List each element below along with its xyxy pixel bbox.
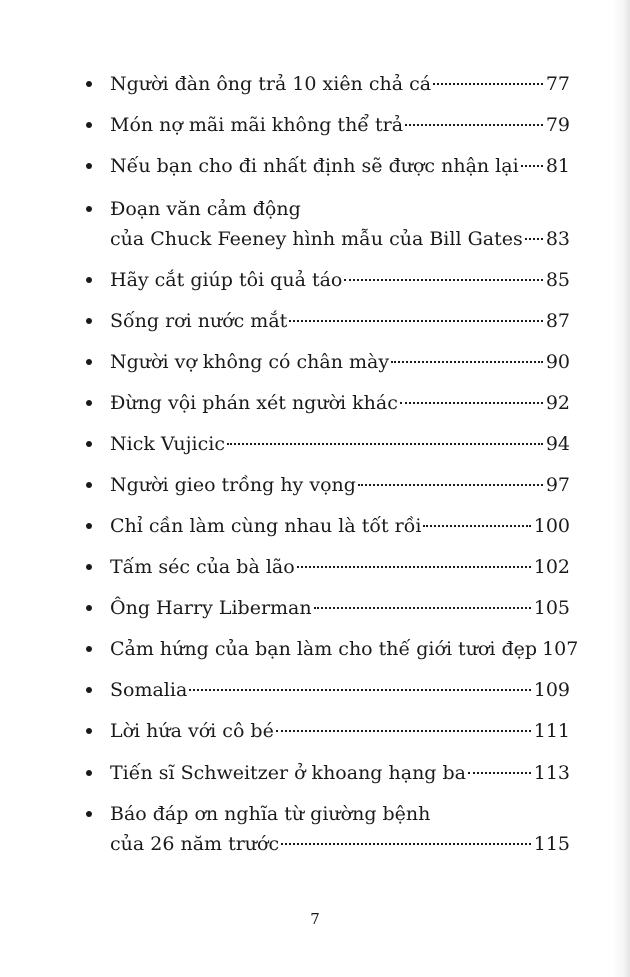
toc-page-number: 83 <box>545 228 570 250</box>
dot-leader <box>344 279 542 281</box>
bullet-icon <box>86 206 92 212</box>
dot-leader <box>227 443 543 445</box>
bullet-icon <box>86 400 92 406</box>
toc-title: Sống rơi nước mắt <box>110 310 288 332</box>
toc-line <box>110 758 570 788</box>
toc-line <box>110 388 570 418</box>
toc-page-number: 113 <box>533 762 570 784</box>
dot-leader <box>276 730 531 732</box>
toc-page-number: 85 <box>545 269 570 291</box>
toc-line <box>110 69 570 99</box>
bullet-icon <box>86 646 92 652</box>
dot-leader <box>525 238 543 240</box>
toc-title: Nếu bạn cho đi nhất định sẽ được nhận lại <box>110 155 519 177</box>
bullet-icon <box>86 811 92 817</box>
toc-title: của 26 năm trước <box>110 833 280 855</box>
bullet-icon <box>86 523 92 529</box>
toc-line <box>110 675 570 705</box>
toc-title: của Chuck Feeney hình mẫu của Bill Gates <box>110 228 523 250</box>
toc-page-number: 92 <box>545 392 570 414</box>
toc-page-number: 94 <box>545 433 570 455</box>
bullet-icon <box>86 687 92 693</box>
bullet-icon <box>86 605 92 611</box>
toc-line <box>110 593 570 623</box>
toc-page-number: 102 <box>533 556 570 578</box>
toc-title: Somalia <box>110 679 188 701</box>
toc-page-number: 111 <box>533 720 570 742</box>
bullet-icon <box>86 728 92 734</box>
dot-leader <box>289 320 543 322</box>
page-edge-shadow <box>612 0 630 977</box>
dot-leader <box>423 525 530 527</box>
toc-title: Nick Vujicic <box>110 433 225 455</box>
bullet-icon <box>86 359 92 365</box>
toc-line <box>110 829 570 859</box>
toc-page-number: 79 <box>545 114 570 136</box>
toc-title: Lời hứa với cô bé <box>110 720 274 742</box>
toc-page-number: 77 <box>545 73 570 95</box>
toc-line <box>110 470 570 500</box>
bullet-icon <box>86 564 92 570</box>
toc-title-line1: Đoạn văn cảm động <box>110 198 301 220</box>
toc-title: Tiến sĩ Schweitzer ở khoang hạng ba <box>110 762 466 784</box>
toc-line <box>110 552 570 582</box>
toc-title-line1: Báo đáp ơn nghĩa từ giường bệnh <box>110 803 431 825</box>
dot-leader <box>358 484 543 486</box>
toc-page-number: 115 <box>533 833 570 855</box>
toc-line <box>110 429 570 459</box>
dot-leader <box>189 689 530 691</box>
dot-leader <box>468 772 531 774</box>
toc-title: Hãy cắt giúp tôi quả táo <box>110 269 343 291</box>
toc-title: Cảm hứng của bạn làm cho thế giới tươi đẹp <box>110 638 538 660</box>
toc-title: Tấm séc của bà lão <box>110 556 295 578</box>
toc-line <box>110 151 570 181</box>
dot-leader <box>405 124 543 126</box>
dot-leader <box>391 361 543 363</box>
dot-leader <box>281 843 531 845</box>
toc-line <box>110 511 570 541</box>
toc-title: Người vợ không có chân mày <box>110 351 390 373</box>
toc-title: Chỉ cần làm cùng nhau là tốt rồi <box>110 515 422 537</box>
page-number: 7 <box>310 910 320 928</box>
toc-page-number: 87 <box>545 310 570 332</box>
bullet-icon <box>86 770 92 776</box>
dot-leader <box>521 165 543 167</box>
toc-page-number: 90 <box>545 351 570 373</box>
dot-leader <box>297 566 531 568</box>
toc-page-number: 100 <box>533 515 570 537</box>
toc-line <box>110 265 570 295</box>
bullet-icon <box>86 482 92 488</box>
bullet-icon <box>86 81 92 87</box>
dot-leader <box>433 83 543 85</box>
toc-title: Người đàn ông trả 10 xiên chả cá <box>110 73 432 95</box>
bullet-icon <box>86 318 92 324</box>
toc-page-number: 81 <box>545 155 570 177</box>
bullet-icon <box>86 163 92 169</box>
toc-page-number: 107 <box>542 638 579 660</box>
toc-title: Món nợ mãi mãi không thể trả <box>110 114 404 136</box>
toc-title: Người gieo trồng hy vọng <box>110 474 356 496</box>
bullet-icon <box>86 122 92 128</box>
dot-leader <box>400 402 543 404</box>
bullet-icon <box>86 277 92 283</box>
toc-line <box>110 110 570 140</box>
bullet-icon <box>86 441 92 447</box>
toc-page-number: 97 <box>545 474 570 496</box>
toc-line <box>110 347 570 377</box>
toc-line <box>110 634 579 664</box>
toc-line <box>110 306 570 336</box>
toc-line <box>110 716 570 746</box>
toc-title: Ông Harry Liberman <box>110 597 312 619</box>
toc-line <box>110 224 570 254</box>
dot-leader <box>314 607 531 609</box>
toc-page-number: 109 <box>533 679 570 701</box>
toc-title: Đừng vội phán xét người khác <box>110 392 398 414</box>
toc-page-number: 105 <box>533 597 570 619</box>
